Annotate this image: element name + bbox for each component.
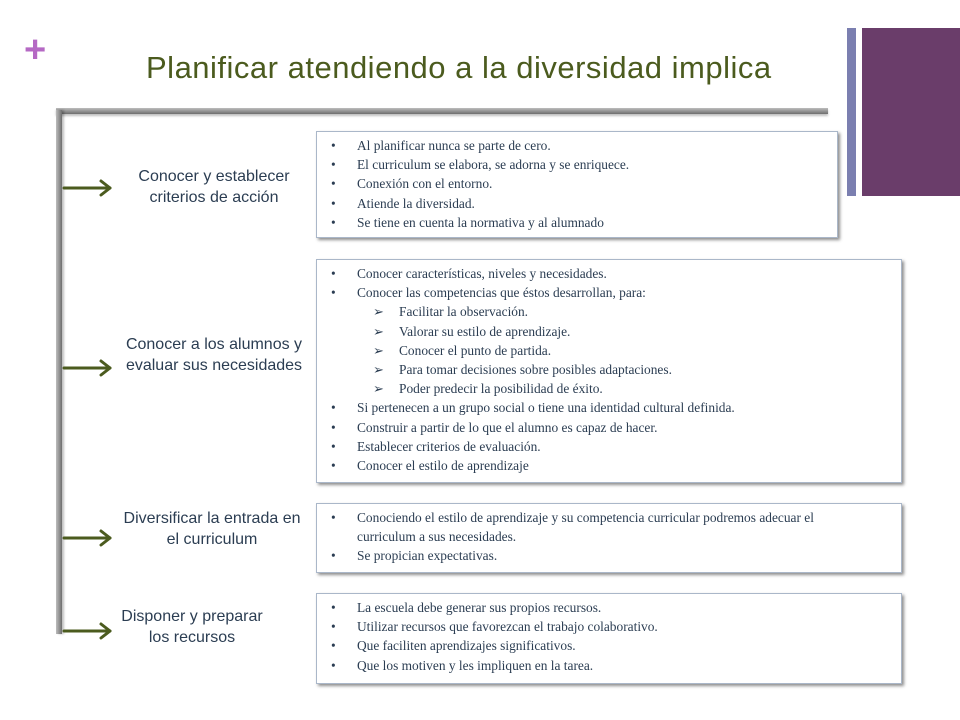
list-item: • Conocer el estilo de aprendizaje — [327, 456, 893, 475]
list-item: • Que faciliten aprendizajes significativos. — [327, 636, 893, 655]
list-item: • Construir a partir de lo que el alumno es capaz de hacer. — [327, 418, 893, 437]
list-item: • El curriculum se elabora, se adorna y se enriquece. — [327, 155, 829, 174]
sub-list-item: ➢ Facilitar la observación. — [327, 302, 893, 321]
bullet-box-criterios — [316, 131, 838, 238]
arrow-right-icon — [64, 624, 110, 638]
sub-list-item: ➢ Poder predecir la posibilidad de éxito. — [327, 379, 893, 398]
sub-list-item: ➢ Para tomar decisiones sobre posibles adaptaciones. — [327, 360, 893, 379]
list-item: • Atiende la diversidad. — [327, 194, 829, 213]
plus-icon: + — [24, 29, 47, 71]
arrow-right-icon — [64, 531, 110, 545]
list-item: • La escuela debe generar sus propios recursos. — [327, 598, 893, 617]
list-item: • Al planificar nunca se parte de cero. — [327, 136, 829, 155]
list-item: • Si pertenecen a un grupo social o tiene una identidad cultural definida. — [327, 398, 893, 417]
list-item: • Que los motiven y les impliquen en la tarea. — [327, 656, 893, 675]
list-item: • Se propician expectativas. — [327, 546, 893, 565]
row-label-diversificar: Diversificar la entrada en el curriculum — [123, 510, 301, 548]
list-item: • Utilizar recursos que favorezcan el trabajo colaborativo. — [327, 617, 893, 636]
row-label-criterios: Conocer y establecer criterios de acción — [138, 168, 290, 206]
list-item: • Conociendo el estilo de aprendizaje y su competencia curricular podremos adecuar el curriculum a sus necesidades. — [327, 508, 827, 546]
row-label-recursos: Disponer y preparar los recursos — [121, 608, 263, 646]
list-item: • Se tiene en cuenta la normativa y al alumnado — [327, 213, 829, 232]
arrow-right-icon — [64, 361, 110, 375]
list-item: • Conexión con el entorno. — [327, 174, 829, 193]
sub-list-item: ➢ Conocer el punto de partida. — [327, 341, 893, 360]
arrow-right-icon — [64, 181, 110, 195]
list-item: • Conocer características, niveles y necesidades. — [327, 264, 893, 283]
bullet-box-recursos — [316, 593, 902, 684]
slide-title: Planificar atendiendo a la diversidad implica — [146, 50, 772, 85]
sub-list-item: ➢ Valorar su estilo de aprendizaje. — [327, 322, 893, 341]
row-label-alumnos: Conocer a los alumnos y evaluar sus necesidades — [125, 336, 303, 374]
bullet-box-alumnos — [316, 259, 902, 483]
list-item: • Conocer las competencias que éstos desarrollan, para: — [327, 283, 893, 302]
bullet-box-diversificar — [316, 503, 902, 573]
list-item: • Establecer criterios de evaluación. — [327, 437, 893, 456]
